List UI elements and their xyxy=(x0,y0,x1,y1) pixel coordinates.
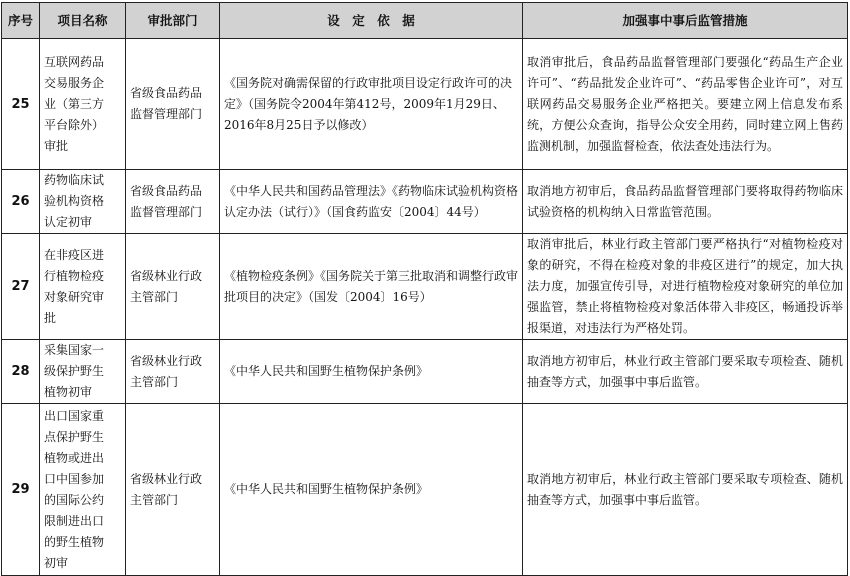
legal-basis-cell xyxy=(220,340,523,404)
department-line: 省级林业行政 xyxy=(130,353,203,368)
item-name-cell xyxy=(40,234,126,340)
item-name-line: 验机构资格 xyxy=(44,194,105,208)
department-line: 省级食品药品 xyxy=(130,86,203,100)
table-row xyxy=(2,170,848,234)
item-name-line: 药物临床试 xyxy=(44,173,105,187)
legal-basis-cell xyxy=(220,234,523,340)
item-name-line: 业（第三方 xyxy=(44,96,105,111)
approval-department-cell xyxy=(126,340,220,404)
item-name-line: 认定初审 xyxy=(44,215,93,229)
item-name-cell xyxy=(40,170,126,234)
legal-basis-cell xyxy=(220,170,523,234)
item-name-line: 点保护野生 xyxy=(44,429,105,444)
item-name-line: 的野生植物 xyxy=(44,534,105,549)
item-name-cell xyxy=(40,39,126,170)
serial-number-cell: 29 xyxy=(2,404,40,576)
supervision-measures-cell xyxy=(523,234,848,340)
header-legal-basis: 设 定 依 据 xyxy=(220,3,523,39)
header-item-name: 项目名称 xyxy=(40,3,126,39)
item-name-line: 初审 xyxy=(44,555,69,570)
department-line: 监督管理部门 xyxy=(130,107,203,121)
supervision-measures-cell xyxy=(523,404,848,576)
approval-items-table xyxy=(1,2,848,576)
item-name-line: 植物初审 xyxy=(44,385,93,399)
header-approval-department: 审批部门 xyxy=(126,3,220,39)
serial-number-cell: 25 xyxy=(2,39,40,170)
item-name-line: 在非疫区进 xyxy=(44,247,105,262)
item-name-line: 采集国家一 xyxy=(44,343,105,357)
department-line: 省级林业行政 xyxy=(130,268,203,283)
item-name-line: 平台除外） xyxy=(44,117,105,132)
department-line: 省级林业行政 xyxy=(130,471,203,486)
department-line: 省级食品药品 xyxy=(130,183,203,198)
item-name-line: 行植物检疫 xyxy=(44,268,105,283)
table-row xyxy=(2,340,848,404)
supervision-measures-text: 取消地方初审后，林业行政主管部门要采取专项检查、随机抽查等方式，加强事中事后监管。 xyxy=(527,353,843,389)
supervision-measures-text: 取消地方初审后，食品药品监督管理部门要将取得药物临床试验资格的机构纳入日常监管范围。 xyxy=(527,183,843,219)
item-name-line: 植物或进出 xyxy=(44,450,105,465)
approval-department-cell xyxy=(126,234,220,340)
supervision-measures-text: 取消地方初审后，林业行政主管部门要采取专项检查、随机抽查等方式，加强事中事后监管。 xyxy=(527,471,843,507)
table-header-row xyxy=(2,3,848,39)
supervision-measures-text: 取消审批后，林业行政主管部门要严格执行“对植物检疫对象的研究，不得在检疫对象的非疫区进行”的规定，加大执法力度，加强宣传引导，对进行植物检疫对象研究的单位加强监管，禁止将植物检疫对象活体带入非疫区，畅通投诉举报渠道，对违法行为严格处罚。 xyxy=(527,237,843,335)
supervision-measures-cell xyxy=(523,170,848,234)
serial-number-cell: 26 xyxy=(2,170,40,234)
approval-department-cell xyxy=(126,39,220,170)
item-name-line: 对象研究审 xyxy=(44,289,105,304)
item-name-cell xyxy=(40,404,126,576)
item-name-line: 审批 xyxy=(44,138,69,153)
department-line: 监督管理部门 xyxy=(130,204,203,219)
item-name-cell xyxy=(40,340,126,404)
approval-department-cell xyxy=(126,170,220,234)
serial-number-cell: 28 xyxy=(2,340,40,404)
legal-basis-text: 《中华人民共和国药品管理法》《药物临床试验机构资格认定办法（试行）》（国食药监安〔2004〕44号） xyxy=(224,183,519,219)
legal-basis-text: 《植物检疫条例》《国务院关于第三批取消和调整行政审批项目的决定》（国发〔2004〕16号） xyxy=(224,268,519,304)
item-name-line: 出口国家重 xyxy=(44,408,105,423)
department-line: 主管部门 xyxy=(130,492,179,507)
serial-number-cell: 27 xyxy=(2,234,40,340)
item-name-line: 口中国参加 xyxy=(44,471,105,486)
legal-basis-text: 《中华人民共和国野生植物保护条例》 xyxy=(224,482,429,496)
approval-department-cell xyxy=(126,404,220,576)
item-name-line: 限制进出口 xyxy=(44,513,105,528)
supervision-measures-cell xyxy=(523,39,848,170)
department-line: 主管部门 xyxy=(130,289,179,304)
legal-basis-text: 《中华人民共和国野生植物保护条例》 xyxy=(224,364,429,378)
legal-basis-cell xyxy=(220,39,523,170)
item-name-line: 批 xyxy=(44,310,57,325)
table-row xyxy=(2,234,848,340)
department-line: 主管部门 xyxy=(130,374,179,389)
supervision-measures-cell xyxy=(523,340,848,404)
legal-basis-text: 《国务院对确需保留的行政审批项目设定行政许可的决定》（国务院令2004年第412号，2009年1月29日、2016年8月25日予以修改） xyxy=(224,75,513,132)
table-row xyxy=(2,39,848,170)
item-name-line: 互联网药品 xyxy=(44,54,105,69)
item-name-line: 交易服务企 xyxy=(44,75,105,90)
item-name-line: 级保护野生 xyxy=(44,364,105,378)
header-serial-number: 序号 xyxy=(2,3,40,39)
item-name-line: 的国际公约 xyxy=(44,492,105,507)
legal-basis-cell xyxy=(220,404,523,576)
table-row xyxy=(2,404,848,576)
supervision-measures-text: 取消审批后，食品药品监督管理部门要强化“药品生产企业许可”、“药品批发企业许可”、“药品零售企业许可”，对互联网药品交易服务企业严格把关。要建立网上信息发布系统，方便公众查询，指导公众安全用药，同时建立网上售药监测机制，加强监督检查，依法查处违法行为。 xyxy=(527,54,843,153)
header-supervision-measures: 加强事中事后监管措施 xyxy=(523,3,848,39)
